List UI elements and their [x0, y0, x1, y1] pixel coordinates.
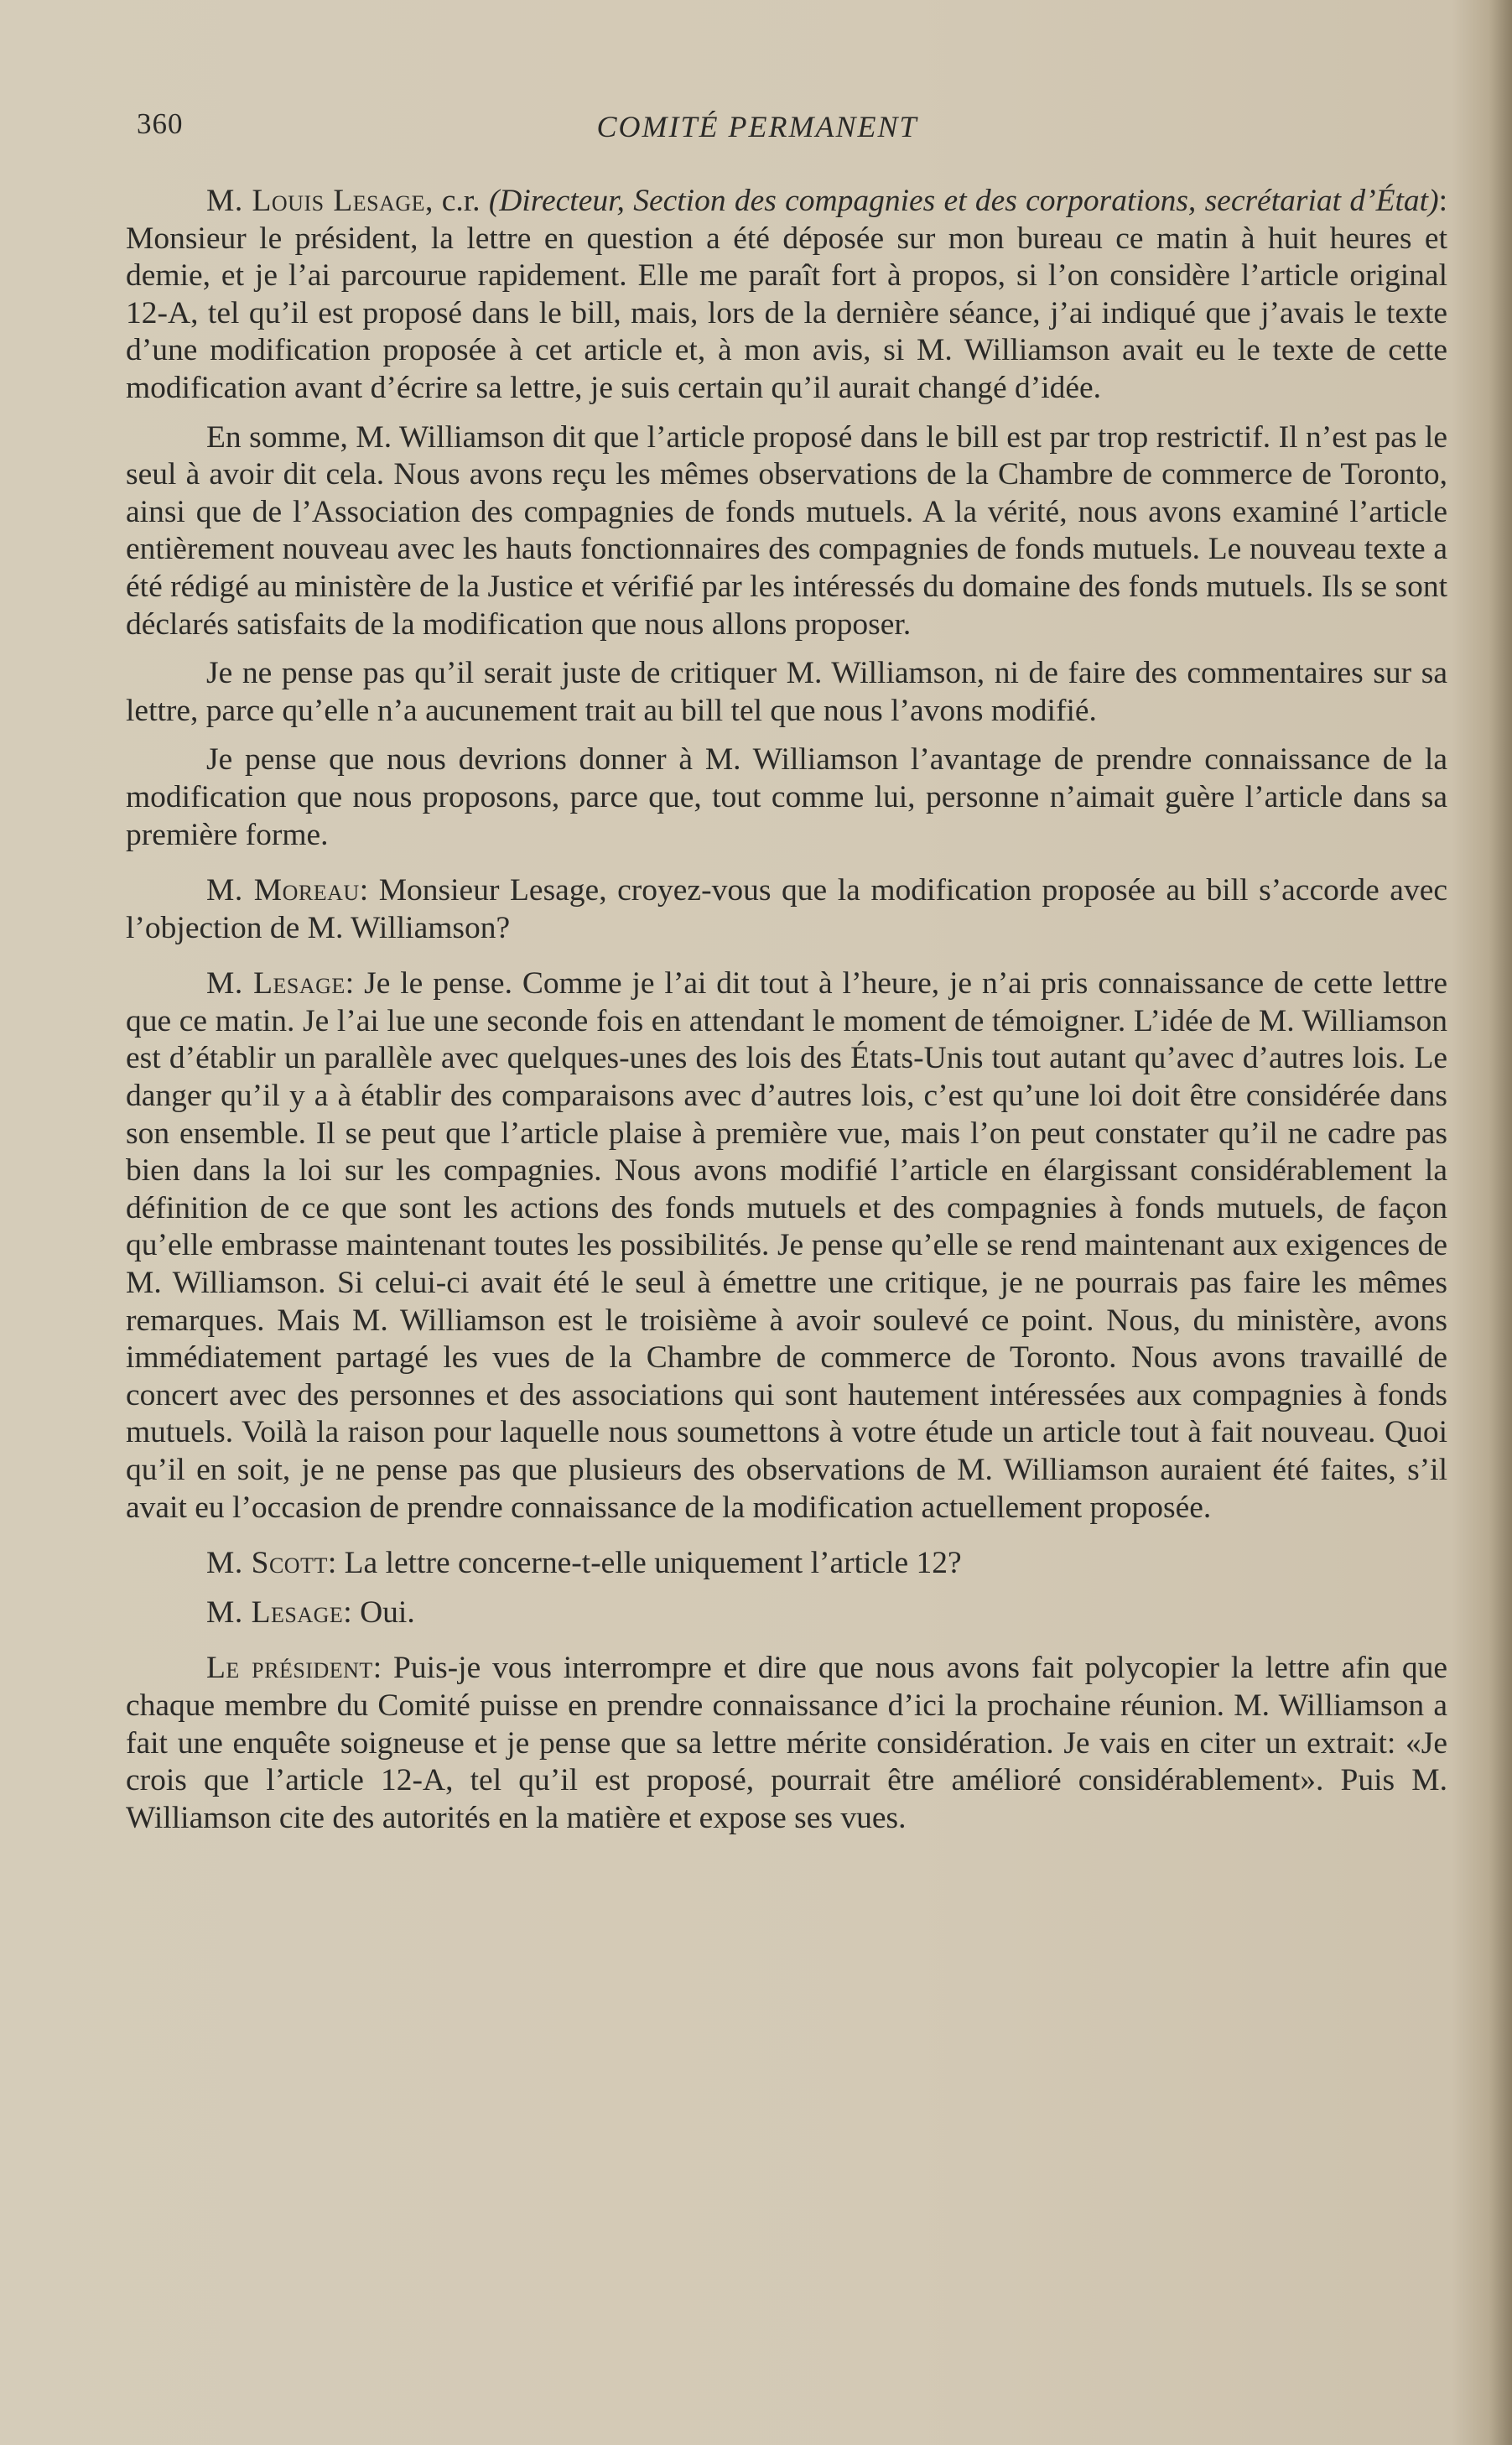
paragraph-lesage-reply — [126, 1594, 1447, 1632]
speaker-name: M. Scott — [206, 1546, 328, 1581]
paragraph-text: Je ne pense pas qu’il serait juste de critiquer M. Williamson, ni de faire des commentaires sur sa lettre, parce qu’elle n’a aucunement trait au bill tel que nous l’avons modifié. — [126, 656, 1447, 728]
paragraph-text: : Je le pense. Comme je l’ai dit tout à l’heure, je n’ai pris connaissance de cette lettre que ce matin. Je l’ai lue une seconde fois en attendant le moment de témoigner. L’idée de M. Williamson est d’établir un parallèle avec quelques-unes des lois des États-Unis tout autant qu’avec d’autres lois. Le danger qu’il y a à établir des comparaisons avec d’autres lois, c’est qu’une loi doit être considérée dans son ensemble. Il se peut que l’article plaise à première vue, mais l’on peut constater qu’il ne cadre pas bien dans la loi sur les compagnies. Nous avons modifié l’article en élargissant considérablement la définition de ce que sont les actions des fonds mutuels et des compagnies à fonds mutuels, de façon qu’elle embrasse maintenant toutes les possibilités. Je pense qu’elle se rend maintenant aux exigences de M. Williamson. Si celui-ci avait été le seul à émettre une critique, je ne pourrais pas faire les mêmes remarques. Mais M. Williamson est le troisième à avoir soulevé ce point. Nous, du ministère, avons immédiatement partagé les vues de la Chambre de commerce de Toronto. Nous avons travaillé de concert avec des personnes et des associations qui sont hautement intéressées aux compagnies à fonds mutuels. Voilà la raison pour laquelle nous soumettons à votre étude un article tout à fait nouveau. Quoi qu’il en soit, je ne pense pas que plusieurs des observations de M. Williamson auraient été faites, s’il avait eu l’occasion de prendre connaissance de la modification actuellement proposée. — [126, 966, 1447, 1525]
paragraph-lesage — [126, 965, 1447, 1527]
page-header — [137, 107, 1445, 148]
page-number: 360 — [137, 107, 184, 140]
transcript-body — [126, 183, 1447, 1837]
paragraph-text: : Monsieur le président, la lettre en question a été déposée sur mon bureau ce matin à huit heures et demie, et je l’ai parcourue rapidement. Elle me paraît fort à propos, si l’on considère l’article original 12-A, tel qu’il est proposé dans le bill, mais, lors de la dernière séance, j’ai indiqué que j’avais le texte d’une modification proposée à cet article et, à mon avis, si M. Williamson avait eu le texte de cette modification avant d’écrire sa lettre, je suis certain qu’il aurait changé d’idée. — [126, 184, 1447, 405]
paragraph — [126, 419, 1447, 644]
paragraph-text: : Monsieur Lesage, croyez-vous que la modification proposée au bill s’accorde avec l’objection de M. Williamson? — [126, 873, 1447, 945]
speaker-suffix: , c.r. — [425, 184, 489, 218]
paragraph-text: Je pense que nous devrions donner à M. Williamson l’avantage de prendre connaissance de la modification que nous proposons, parce que, tout comme lui, personne n’aimait guère l’article dans sa première forme. — [126, 742, 1447, 852]
paragraph-moreau — [126, 872, 1447, 947]
speaker-name: M. Louis Lesage — [206, 184, 426, 218]
speaker-name: M. Lesage — [206, 966, 346, 1001]
speaker-role: (Directeur, Section des compagnies et des corporations, secrétariat d’État) — [488, 184, 1439, 218]
speaker-name: M. Moreau — [206, 873, 360, 908]
speaker-name: M. Lesage — [206, 1594, 344, 1630]
paragraph-text: : Puis-je vous interrompre et dire que nous avons fait polycopier la lettre afin que chaque membre du Comité puisse en prendre connaissance d’ici la prochaine réunion. M. Williamson a fait une enquête soigneuse et je pense que sa lettre mérite considération. Je vais en citer un extrait: «Je crois que l’article 12-A, tel qu’il est proposé, pourrait être amélioré considérablement». Puis M. Williamson cite des autorités en la matière et expose ses vues. — [126, 1651, 1447, 1835]
paragraph-scott — [126, 1545, 1447, 1583]
paragraph — [126, 655, 1447, 730]
running-title: COMITÉ PERMANENT — [596, 110, 918, 143]
paragraph-president — [126, 1650, 1447, 1837]
paragraph-text: : Oui. — [343, 1594, 415, 1630]
paragraph — [126, 741, 1447, 854]
paragraph-lesage-intro — [126, 183, 1447, 408]
speaker-name: Le président — [206, 1651, 373, 1686]
paragraph-text: En somme, M. Williamson dit que l’article proposé dans le bill est par trop restrictif. Il n’est pas le seul à avoir dit cela. Nous avons reçu les mêmes observations de la Chambre de commerce de Toronto, ainsi que de l’Association des compagnies de fonds mutuels. A la vérité, nous avons examiné l’article entièrement nouveau avec les hauts fonctionnaires des compagnies de fonds mutuels. Le nouveau texte a été rédigé au ministère de la Justice et vérifié par les intéressés du domaine des fonds mutuels. Ils se sont déclarés satisfaits de la modification que nous allons proposer. — [126, 419, 1447, 642]
paragraph-text: : La lettre concerne-t-elle uniquement l’article 12? — [327, 1546, 962, 1581]
